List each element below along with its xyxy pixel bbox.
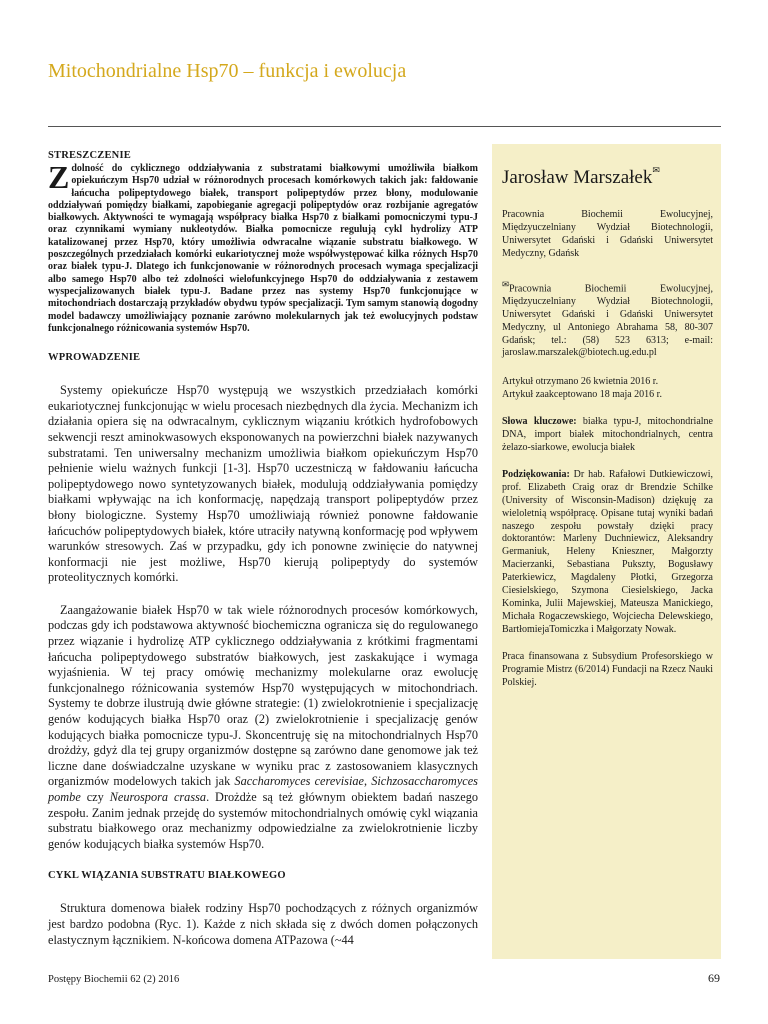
author-sidebar — [492, 144, 721, 959]
acknowledgements — [502, 469, 713, 637]
journal-citation: Postępy Biochemii 62 (2) 2016 — [48, 974, 180, 985]
separator: , — [363, 774, 372, 789]
author-name-text: Jarosław Marszałek — [502, 167, 653, 188]
abstract-text — [48, 159, 478, 335]
intro-p2-end: . Drożdże są też głównym obiektem badań naszego zespołu. Zanim jednak przejdę do systemów mitochondrialnych omówię cykl wiązania substratu białkowego oraz mechanizmy odpowiedzialne za zwielokrotnienie liczby genów kodujących białka systemów Hsp70. — [48, 790, 478, 851]
intro-paragraph-2 — [48, 603, 478, 853]
intro-paragraph-1: Systemy opiekuńcze Hsp70 występują we wszystkich przedziałach komórki eukariotycznej funkcjonując w wielu procesach niezbędnych dla życia. Mechanizm ich działania opiera się na odwracalnym, cyklicznym wiązaniu krótkich hydrofobowych sekwencji reszt aminokwasowych eksponowanych na powierzchni białek nazywanych substratami. Ten uniwersalny mechanizm umożliwia białkom opiekuńczym Hsp70 pełnienie wielu ważnych funkcji [1-3]. Hsp70 uczestniczą w fałdowaniu łańcucha polipeptydowego nowo syntetyzowanych białek, modulują oddziaływania pomiędzy białkami wpływając na ich konformację, napędzają transport polipeptydów przez błony biologiczne. Systemy Hsp70 umożliwiają również ponowne fałdowanie łańcuchów polipeptydowych białek, które utraciły natywną konformację pod wpływem warunków stresowych. Zaś w przypadku, gdy ich ponowne zwinięcie do natywnej konformacji nie jest możliwe, Hsp70 kierują polipeptydy do systemów proteolitycznych komórki. — [48, 383, 478, 585]
keywords — [502, 416, 713, 455]
intro-p2-start: Zaangażowanie białek Hsp70 w tak wiele różnorodnych procesów komórkowych, podczas gdy ich podstawowa aktywność biochemiczna ogranicza się do regulowanego przez wiązanie i hydrolizę ATP cyklicznego oddziaływania z krótkimi fragmentami łańcucha polipeptydowego substratów białkowych, jest zaskakujące i wymaga wyjaśnienia. W tej pracy omówię mechanizmy molekularne oraz ewolucję funkcjonalnego różnicowania systemów Hsp70 występujących w mitochondriach. Systemy te dobrze ilustrują dwie główne strategie: (1) zwielokrotnienie i specjalizację genów kodujących białka Hsp70 oraz (2) zwielokrotnienie i specjalizację genów kodujących białka pomocnicze typu-J. Skoncentruję się na mitochondrialnych Hsp70 drożdży, gdyż dla tej grupy organizmów dostępne są zarówno dane genomowe jak też liczne dane doświadczalne uzyskane w wyniku prac z zastosowaniem klasycznych organizmów modelowych takich jak — [48, 602, 478, 789]
affiliation: Pracownia Biochemii Ewolucyjnej, Międzyuczelniany Wydział Biotechnologii, Uniwersytet Gdański i Gdański Uniwersytet Medyczny, Gdańsk — [502, 209, 713, 259]
title-divider — [48, 126, 721, 127]
species-name: Sichzosaccharomyces pombe — [48, 774, 478, 804]
main-column — [48, 150, 478, 948]
cycle-paragraph-1: Struktura domenowa białek rodziny Hsp70 pochodzących z różnych organizmów jest bardzo podobna (Ryc. 1). Każde z nich składa się z dwóch domen połączonych elastycznym łącznikiem. N-końcowa domena ATPazowa (~44 — [48, 901, 478, 947]
contact-address — [502, 279, 713, 361]
envelope-icon: ✉ — [502, 279, 509, 289]
page-number: 69 — [708, 971, 720, 985]
author-name — [502, 158, 713, 190]
keywords-text: białka typu-J, mitochondrialne DNA, import białek mitochondrialnych, centra żelazo-siarkowe, ewolucja białek — [502, 416, 713, 454]
acknowledgements-text: Dr hab. Rafałowi Dutkiewiczowi, prof. Elizabeth Craig oraz dr Brendzie Schilke (University of Wisconsin-Madison) dziękuję za wieloletnią współpracę. Opisane tutaj wyniki badań naszego zespołu powstały dzięki pracy doktorantów: Marleny Duchniewicz, Aleksandry Germaniuk, Heleny Knieszner, Małgorzty Macierzanki, Sebastiana Pukszty, Bogusławy Paterkiewicz, Magdaleny Płotki, Grzegorza Ciesielskiego, Szymona Ciesielskiego, Jacka Kominka, Julii Majewskiej, Mateusza Manickiego, Michała Rogaczewskiego, Wojciecha Delewskiego, BartłomiejaTomiczka i Małgorzaty Nowak. — [502, 468, 713, 635]
species-name: Neurospora crassa — [109, 790, 207, 804]
drop-cap: Z — [48, 159, 70, 195]
abstract-body: dolność do cyklicznego oddziaływania z substratami białkowymi umożliwiła białkom opiekuńczym Hsp70 udział w różnorodnych procesach komórkowych takich jak: fałdowanie łańcucha polipeptydowego białek, transport polipeptydów przez błony, modulowanie oddziaływań pomiędzy białkami, zapobieganie agregacji polipeptydów oraz rozbijanie agregatów białkowych. Aktywności te wymagają współpracy białka Hsp70 z białkami pomocniczymi typu-J oraz czynnikami wymiany nukleotydów. Białka pomocnicze regulują cykl hydrolizy ATP katalizowanej przez Hsp70, który umożliwia odwracalne wiązanie substratu białkowego. W poszczególnych przedziałach komórki eukariotycznej może współwystępować kilka różnych Hsp70 oraz białek typu-J. Dlatego ich funkcjonowanie w różnorodnych procesach wymaga specjalizacji albo samego Hsp70 albo też zdolności wielofunkcyjnego Hsp70 do oddziaływania z zestawem wyspecjalizowanych białek typu-J. Badane przez nas systemy Hsp70 funkcjonujące w mitochondriach dostarczają przykładów obydwu typów specjalizacji. Tym samym stanowią dogodny model badawczy umożliwiający poznanie zarówno molekularnych jak też ewolucyjnych podstaw funkcjonalnego różnicowania systemów Hsp70. — [48, 163, 478, 334]
separator: czy — [80, 790, 110, 804]
acknowledgements-label: Podziękowania: — [502, 468, 570, 480]
cycle-heading: CYKL WIĄZANIA SUBSTRATU BIAŁKOWEGO — [48, 870, 286, 882]
keywords-label: Słowa kluczowe: — [502, 416, 577, 428]
species-name: Saccharomyces cerevisiae — [234, 774, 364, 789]
abstract-heading: STRESZCZENIE — [48, 150, 131, 161]
contact-text: Pracownia Biochemii Ewolucyjnej, Międzyuczelniany Wydział Biotechnologii, Uniwersytet Gdański i Gdański Uniwersytet Medyczny, ul Antoniego Abrahama 58, 80-307 Gdańsk; tel.: (58) 523 6313; e-mail: jaroslaw.marszalek@biotech.ug.edu.pl — [502, 282, 713, 359]
intro-heading: WPROWADZENIE — [48, 352, 141, 364]
funding-note: Praca finansowana z Subsydium Profesorskiego w Programie Mistrz (6/2014) Fundacji na Rzecz Nauki Polskiej. — [502, 650, 713, 688]
article-title: Mitochondrialne Hsp70 – funkcja i ewolucja — [48, 60, 407, 82]
envelope-icon: ✉ — [652, 165, 660, 175]
accepted-date: Artykuł zaakceptowano 18 maja 2016 r. — [502, 389, 662, 401]
received-date: Artykuł otrzymano 26 kwietnia 2016 r. — [502, 376, 659, 388]
